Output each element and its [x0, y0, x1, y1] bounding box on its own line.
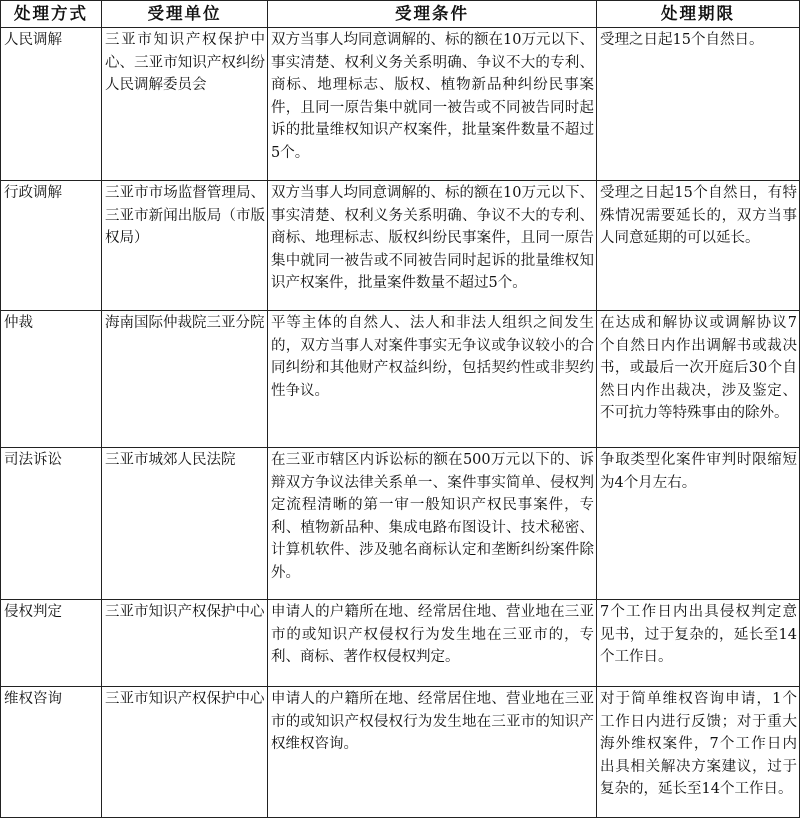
table-row: [1, 448, 800, 600]
table-row: [1, 311, 800, 448]
cell-method: 司法诉讼: [1, 448, 102, 600]
cell-deadline: 7个工作日内出具侵权判定意见书，过于复杂的，延长至14个工作日。: [597, 600, 800, 687]
cell-unit: 海南国际仲裁院三亚分院: [102, 311, 268, 448]
cell-unit: 三亚市市场监督管理局、三亚市新闻出版局（市版权局）: [102, 181, 268, 311]
cell-condition: 申请人的户籍所在地、经常居住地、营业地在三亚市的或知识产权侵权行为发生地在三亚市的，专利、商标、著作权侵权判定。: [268, 600, 597, 687]
cell-method: 行政调解: [1, 181, 102, 311]
cell-deadline: 在达成和解协议或调解协议7个自然日内作出调解书或裁决书，或最后一次开庭后30个自然日内作出裁决，涉及鉴定、不可抗力等特殊事由的除外。: [597, 311, 800, 448]
cell-unit: 三亚市知识产权保护中心: [102, 687, 268, 818]
table-row: [1, 600, 800, 687]
cell-deadline: 受理之日起15个自然日，有特殊情况需要延长的，双方当事人同意延期的可以延长。: [597, 181, 800, 311]
header-unit: 受理单位: [102, 1, 268, 28]
cell-method: 仲裁: [1, 311, 102, 448]
header-condition: 受理条件: [268, 1, 597, 28]
cell-condition: 申请人的户籍所在地、经常居住地、营业地在三亚市的或知识产权侵权行为发生地在三亚市的知识产权维权咨询。: [268, 687, 597, 818]
cell-method: 侵权判定: [1, 600, 102, 687]
cell-unit: 三亚市知识产权保护中心、三亚市知识产权纠纷人民调解委员会: [102, 28, 268, 181]
cell-deadline: 争取类型化案件审判时限缩短为4个月左右。: [597, 448, 800, 600]
cell-deadline: 对于简单维权咨询申请，1个工作日内进行反馈；对于重大海外维权案件，7个工作日内出具相关解决方案建议，过于复杂的，延长至14个工作日。: [597, 687, 800, 818]
table-row: [1, 687, 800, 818]
table-header-row: [1, 1, 800, 28]
cell-method: 人民调解: [1, 28, 102, 181]
cell-unit: 三亚市城郊人民法院: [102, 448, 268, 600]
cell-unit: 三亚市知识产权保护中心: [102, 600, 268, 687]
table-row: [1, 181, 800, 311]
cell-method: 维权咨询: [1, 687, 102, 818]
cell-condition: 在三亚市辖区内诉讼标的额在500万元以下的、诉辩双方争议法律关系单一、案件事实简单、侵权判定流程清晰的第一审一般知识产权民事案件，专利、植物新品种、集成电路布图设计、技术秘密、计算机软件、涉及驰名商标认定和垄断纠纷案件除外。: [268, 448, 597, 600]
cell-condition: 双方当事人均同意调解的、标的额在10万元以下、事实清楚、权利义务关系明确、争议不大的专利、商标、地理标志、版权纠纷民事案件，且同一原告集中就同一被告或不同被告同时起诉的批量维权知识产权案件，批量案件数量不超过5个。: [268, 181, 597, 311]
header-method: 处理方式: [1, 1, 102, 28]
cell-deadline: 受理之日起15个自然日。: [597, 28, 800, 181]
cell-condition: 平等主体的自然人、法人和非法人组织之间发生的，双方当事人对案件事实无争议或争议较小的合同纠纷和其他财产权益纠纷，包括契约性或非契约性争议。: [268, 311, 597, 448]
table-row: [1, 28, 800, 181]
cell-condition: 双方当事人均同意调解的、标的额在10万元以下、事实清楚、权利义务关系明确、争议不大的专利、商标、地理标志、版权、植物新品种纠纷民事案件，且同一原告集中就同一被告或不同被告同时起诉的批量维权知识产权案件，批量案件数量不超过5个。: [268, 28, 597, 181]
header-deadline: 处理期限: [597, 1, 800, 28]
